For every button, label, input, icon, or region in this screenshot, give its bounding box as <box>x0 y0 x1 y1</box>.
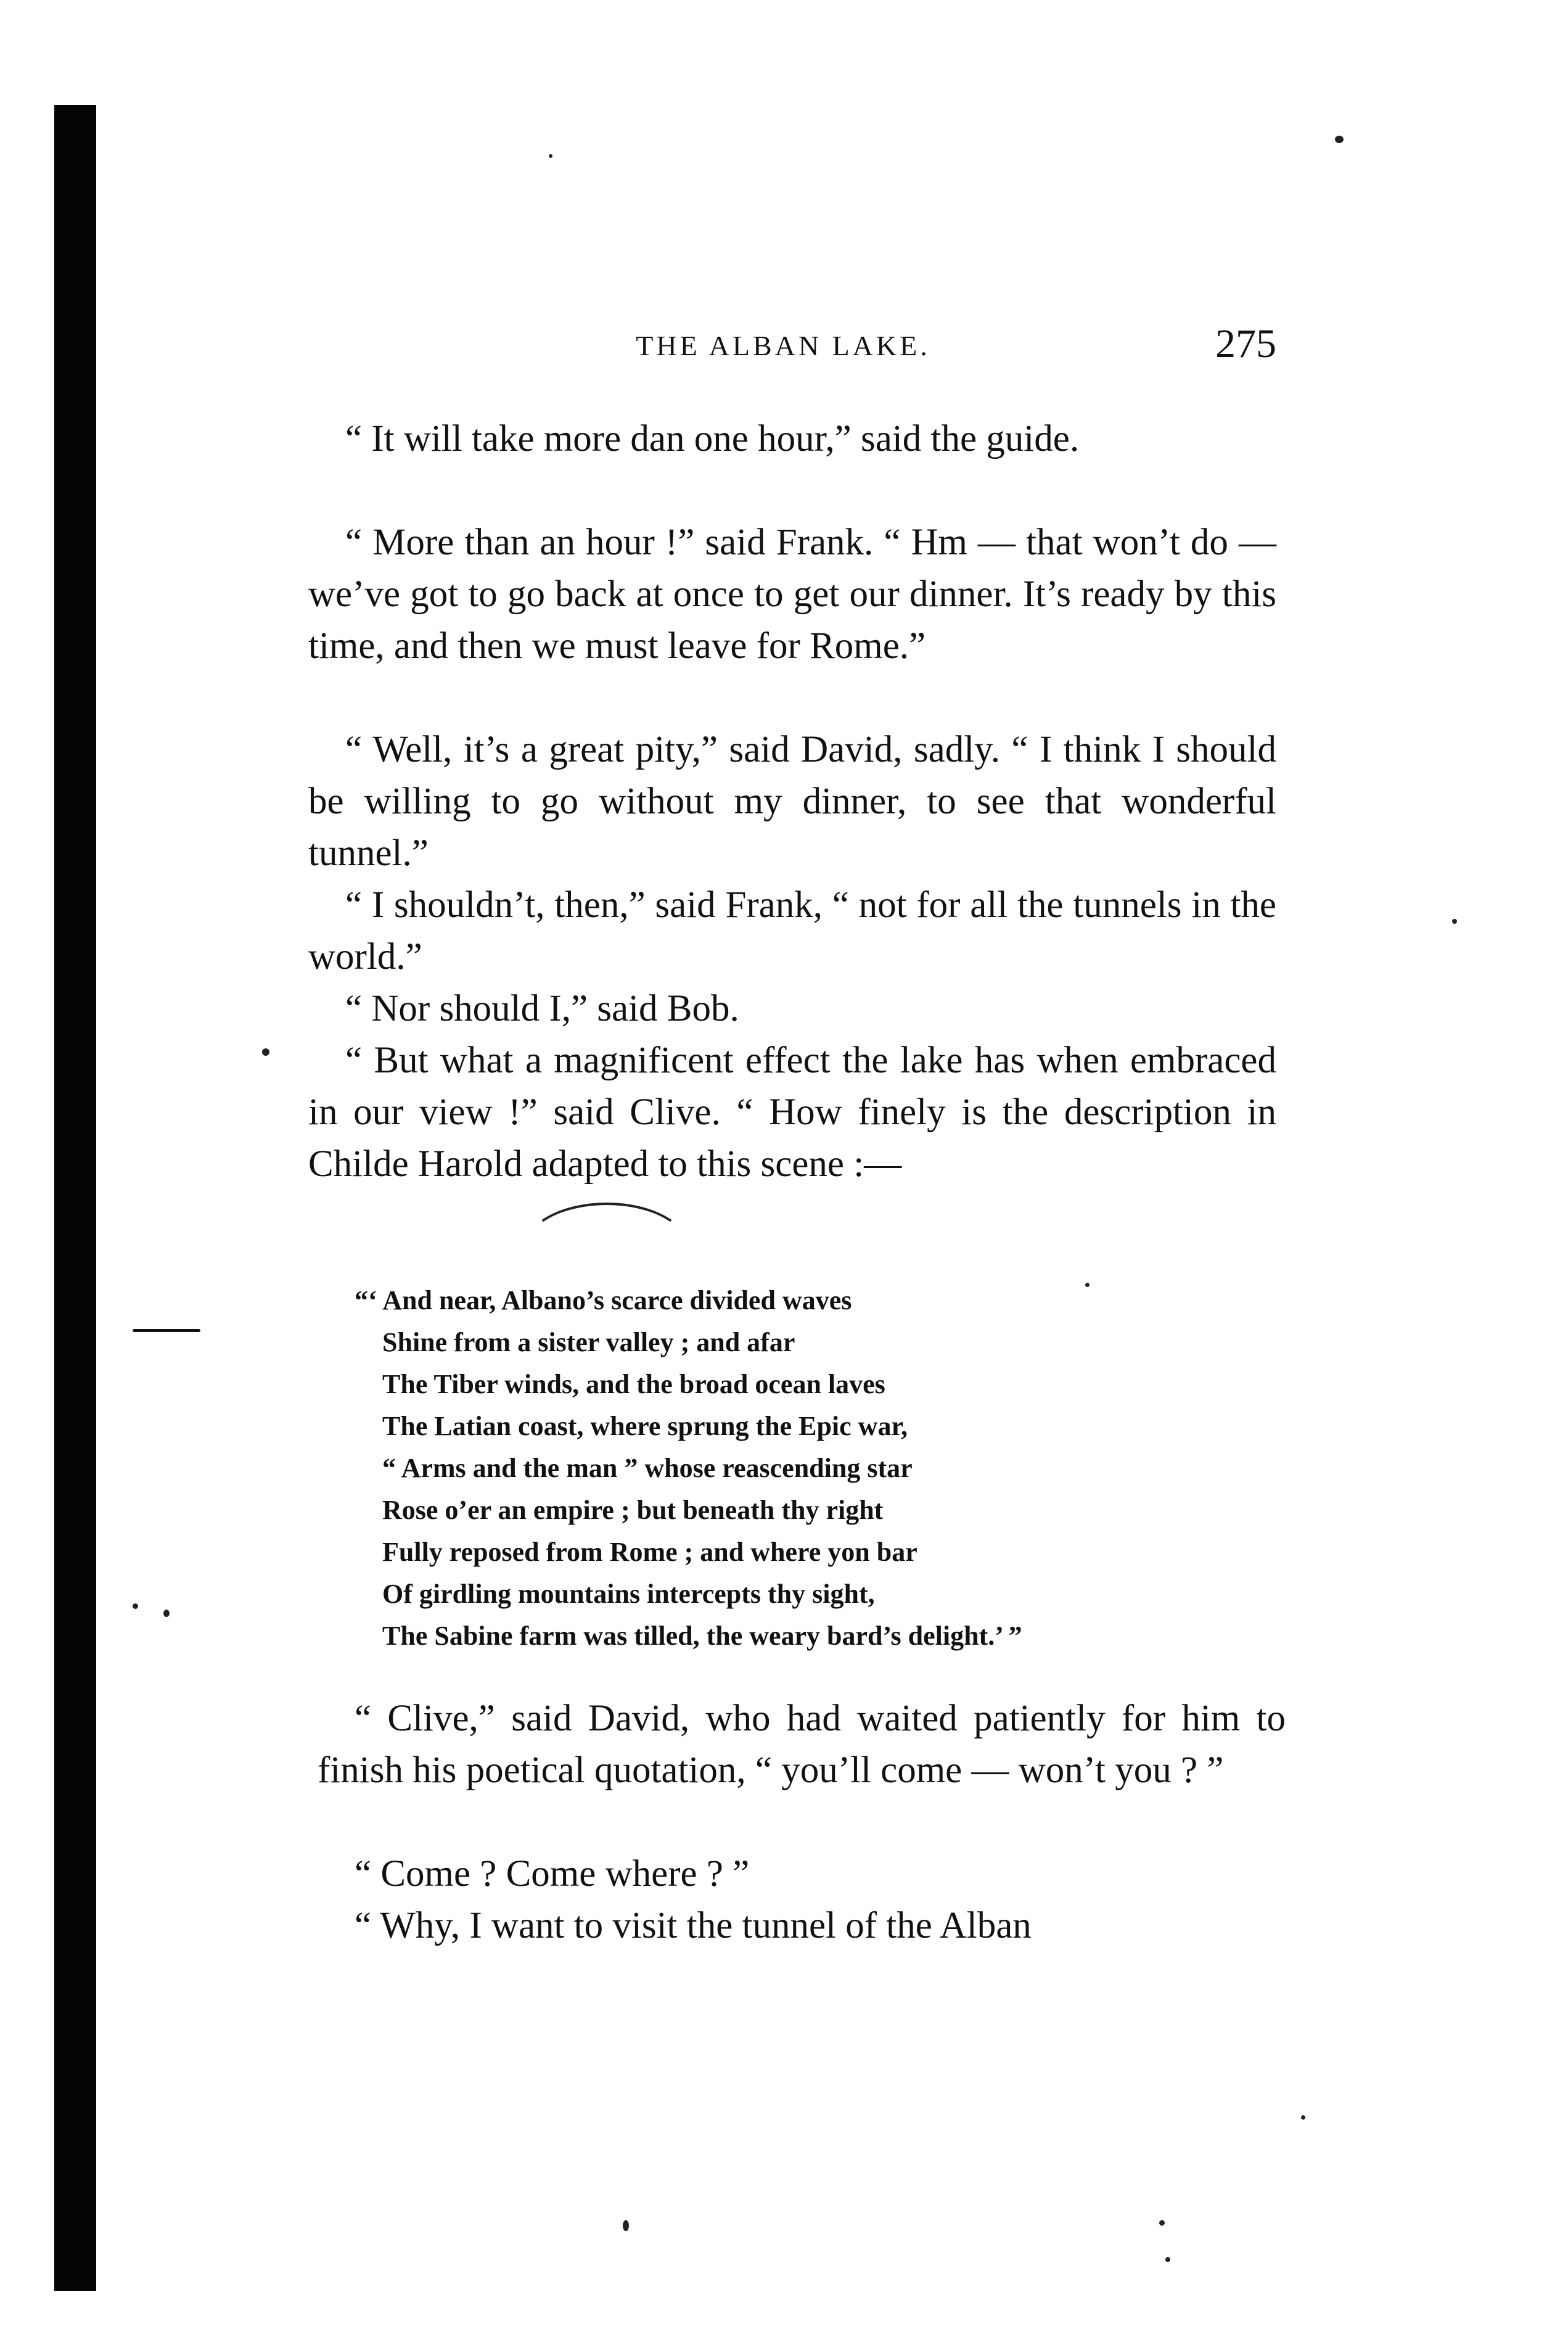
running-title: THE ALBAN LAKE. <box>636 330 930 361</box>
scan-speck <box>133 1603 138 1609</box>
scan-scratch <box>524 1203 689 1294</box>
scan-speck <box>1301 2115 1305 2120</box>
verse-line: Of girdling mountains intercepts thy sight, <box>382 1579 875 1609</box>
paragraph-clive-come: “ Clive,” said David, who had waited patiently for him to finish his poetical quotation, “ you’ll come — won’t you ? ” <box>318 1698 1286 1791</box>
verse-line: Shine from a sister valley ; and afar <box>382 1327 795 1357</box>
verse-line: Fully reposed from Rome ; and where yon bar <box>382 1537 917 1567</box>
scan-speck <box>1335 136 1344 143</box>
verse-line: The Sabine farm was tilled, the weary bard’s delight.’ ” <box>382 1621 1022 1651</box>
paragraph-come-where: “ Come ? Come where ? ” <box>355 1853 750 1894</box>
verse-line: The Latian coast, where sprung the Epic war, <box>382 1411 908 1441</box>
scan-speck <box>1159 2220 1165 2226</box>
paragraph-bob: “ Nor should I,” said Bob. <box>345 988 739 1029</box>
paragraph-guide: “ It will take more dan one hour,” said the guide. <box>345 418 1080 459</box>
scan-speck <box>1452 919 1457 924</box>
verse-quotation <box>355 1280 1249 1657</box>
scan-speck <box>1085 1283 1090 1287</box>
page-number: 275 <box>1215 321 1276 366</box>
paragraph-david-pity: “ Well, it’s a great pity,” said David, sadly. “ I think I should be willing to go without my dinner, to see that wonderful tunnel.” <box>308 729 1276 874</box>
paragraph-why-tunnel: “ Why, I want to visit the tunnel of the Alban <box>355 1905 1032 1946</box>
paragraph-frank-tunnels: “ I shouldn’t, then,” said Frank, “ not for all the tunnels in the world.” <box>308 884 1276 977</box>
scan-speck <box>549 154 552 158</box>
paragraph-clive-lake: “ But what a magnificent effect the lake has when embraced in our view !” said Clive. “ How finely is the description in Childe Harold adapted to this scene :— <box>308 1040 1276 1185</box>
scan-speck <box>1165 2257 1170 2262</box>
scan-stroke <box>133 1329 200 1332</box>
paragraph-frank-hour: “ More than an hour !” said Frank. “ Hm — that won’t do — we’ve got to go back at once to get our dinner. It’s ready by this time, and then we must leave for Rome.” <box>308 522 1276 667</box>
scan-speck <box>262 1048 269 1056</box>
verse-line: Rose o’er an empire ; but beneath thy right <box>382 1495 884 1525</box>
verse-line: “ Arms and the man ” whose reascending star <box>382 1453 913 1483</box>
verse-line: The Tiber winds, and the broad ocean laves <box>382 1369 885 1399</box>
running-head <box>308 321 1276 376</box>
scan-speck <box>623 2220 629 2231</box>
scan-speck <box>163 1610 170 1617</box>
verse-line: “‘ And near, Albano’s scarce divided waves <box>355 1285 852 1315</box>
page-binding-shadow <box>54 105 96 2291</box>
